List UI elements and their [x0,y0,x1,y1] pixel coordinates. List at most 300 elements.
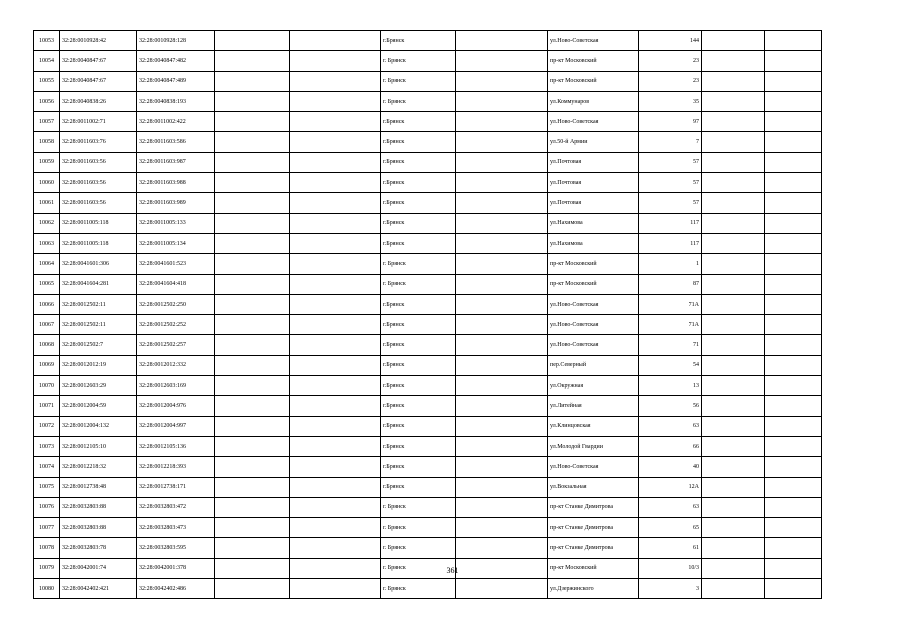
cadastral-parcel: 32:28:0011005:118 [60,213,137,233]
city: г.Брянск [381,376,456,396]
empty-cell [702,213,765,233]
house-number: 57 [639,193,702,213]
street: ул.Ново-Советская [548,457,639,477]
table-row [34,274,822,294]
cadastral-parcel: 32:28:0011603:56 [60,193,137,213]
house-number: 117 [639,233,702,253]
empty-cell [765,193,822,213]
empty-cell [702,457,765,477]
empty-cell [290,173,381,193]
empty-cell [456,51,548,71]
empty-cell [765,51,822,71]
table-row [34,31,822,51]
house-number: 10/3 [639,558,702,578]
record-id: 10075 [34,477,60,497]
empty-cell [765,376,822,396]
empty-cell [215,436,290,456]
empty-cell [456,152,548,172]
house-number: 23 [639,71,702,91]
house-number: 23 [639,51,702,71]
empty-cell [290,233,381,253]
empty-cell [215,579,290,599]
record-id: 10057 [34,112,60,132]
cadastral-parcel: 32:28:0041604:281 [60,274,137,294]
city: г.Брянск [381,436,456,456]
empty-cell [702,436,765,456]
street: ул.Ново-Советская [548,112,639,132]
cadastral-parcel: 32:28:0012738:48 [60,477,137,497]
empty-cell [215,213,290,233]
street: пр-кт Московский [548,274,639,294]
empty-cell [215,173,290,193]
empty-cell [765,579,822,599]
city: г. Брянск [381,558,456,578]
record-id: 10074 [34,457,60,477]
empty-cell [702,335,765,355]
empty-cell [215,396,290,416]
table-row [34,132,822,152]
empty-cell [702,51,765,71]
empty-cell [290,193,381,213]
record-id: 10070 [34,376,60,396]
city: г.Брянск [381,213,456,233]
empty-cell [702,294,765,314]
cadastral-object: 32:28:0042001:378 [137,558,215,578]
empty-cell [765,497,822,517]
house-number: 71 [639,335,702,355]
empty-cell [215,152,290,172]
empty-cell [290,376,381,396]
city: г.Брянск [381,193,456,213]
empty-cell [215,112,290,132]
empty-cell [765,112,822,132]
city: г.Брянск [381,355,456,375]
cadastral-object: 32:28:0041601:523 [137,254,215,274]
cadastral-object: 32:28:0042402:486 [137,579,215,599]
street: ул.Нахимова [548,233,639,253]
empty-cell [290,112,381,132]
record-id: 10080 [34,579,60,599]
empty-cell [456,335,548,355]
house-number: 71А [639,315,702,335]
empty-cell [702,274,765,294]
empty-cell [290,355,381,375]
cadastral-parcel: 32:28:0040847:67 [60,71,137,91]
table-row [34,396,822,416]
empty-cell [765,477,822,497]
cadastral-parcel: 32:28:0012218:32 [60,457,137,477]
city: г. Брянск [381,71,456,91]
empty-cell [765,294,822,314]
table-row [34,315,822,335]
record-id: 10069 [34,355,60,375]
house-number: 35 [639,91,702,111]
house-number: 65 [639,518,702,538]
empty-cell [215,91,290,111]
cadastral-object: 32:28:0012105:136 [137,436,215,456]
empty-cell [702,31,765,51]
cadastral-parcel: 32:28:0010928:42 [60,31,137,51]
city: г. Брянск [381,518,456,538]
street: ул.50-й Армии [548,132,639,152]
cadastral-object: 32:28:0011005:133 [137,213,215,233]
cadastral-parcel: 32:28:0011005:118 [60,233,137,253]
empty-cell [290,436,381,456]
street: ул.Ново-Советская [548,335,639,355]
record-id: 10071 [34,396,60,416]
cadastral-object: 32:28:0032803:595 [137,538,215,558]
house-number: 97 [639,112,702,132]
table-row [34,254,822,274]
cadastral-parcel: 32:28:0011603:76 [60,132,137,152]
city: г.Брянск [381,477,456,497]
empty-cell [290,71,381,91]
street: ул.Молодой Гвардии [548,436,639,456]
empty-cell [215,355,290,375]
empty-cell [765,355,822,375]
cadastral-object: 32:28:0012502:252 [137,315,215,335]
city: г. Брянск [381,497,456,517]
cadastral-object: 32:28:0010928:128 [137,31,215,51]
cadastral-parcel: 32:28:0032803:88 [60,518,137,538]
empty-cell [456,91,548,111]
city: г.Брянск [381,112,456,132]
record-id: 10065 [34,274,60,294]
empty-cell [765,173,822,193]
city: г. Брянск [381,51,456,71]
house-number: 40 [639,457,702,477]
empty-cell [702,112,765,132]
city: г.Брянск [381,233,456,253]
record-id: 10061 [34,193,60,213]
empty-cell [765,233,822,253]
empty-cell [456,173,548,193]
city: г.Брянск [381,132,456,152]
empty-cell [702,538,765,558]
empty-cell [290,213,381,233]
table-row [34,579,822,599]
house-number: 1 [639,254,702,274]
cadastral-parcel: 32:28:0012603:29 [60,376,137,396]
empty-cell [215,193,290,213]
cadastral-object: 32:28:0012502:257 [137,335,215,355]
table-row [34,233,822,253]
table-row [34,173,822,193]
empty-cell [765,457,822,477]
empty-cell [456,416,548,436]
empty-cell [456,477,548,497]
empty-cell [702,315,765,335]
empty-cell [215,31,290,51]
house-number: 57 [639,152,702,172]
empty-cell [290,315,381,335]
house-number: 66 [639,436,702,456]
city: г. Брянск [381,91,456,111]
city: г.Брянск [381,31,456,51]
empty-cell [290,294,381,314]
empty-cell [702,173,765,193]
city: г. Брянск [381,579,456,599]
empty-cell [215,518,290,538]
record-id: 10066 [34,294,60,314]
cadastral-object: 32:28:0011002:422 [137,112,215,132]
cadastral-parcel: 32:28:0032803:88 [60,497,137,517]
empty-cell [456,457,548,477]
record-id: 10060 [34,173,60,193]
table-row [34,457,822,477]
cadastral-parcel: 32:28:0012004:132 [60,416,137,436]
table-row [34,213,822,233]
cadastral-object: 32:28:0012502:250 [137,294,215,314]
empty-cell [702,152,765,172]
street: ул.Нахимова [548,213,639,233]
city: г.Брянск [381,152,456,172]
empty-cell [456,518,548,538]
empty-cell [215,538,290,558]
street: ул.Почтовая [548,193,639,213]
street: ул.Дзержинского [548,579,639,599]
cadastral-object: 32:28:0040847:489 [137,71,215,91]
empty-cell [215,497,290,517]
street: пр-кт Московский [548,558,639,578]
city: г.Брянск [381,396,456,416]
street: пр-кт Московский [548,71,639,91]
cadastral-object: 32:28:0032803:472 [137,497,215,517]
empty-cell [215,71,290,91]
empty-cell [456,71,548,91]
house-number: 144 [639,31,702,51]
table-row [34,376,822,396]
cadastral-parcel: 32:28:0012105:10 [60,436,137,456]
cadastral-parcel: 32:28:0041601:306 [60,254,137,274]
street: пер.Северный [548,355,639,375]
table-row [34,91,822,111]
empty-cell [702,497,765,517]
cadastral-object: 32:28:0041604:418 [137,274,215,294]
record-id: 10076 [34,497,60,517]
empty-cell [215,233,290,253]
city: г. Брянск [381,254,456,274]
street: ул.Коммунаров [548,91,639,111]
empty-cell [456,315,548,335]
empty-cell [290,31,381,51]
empty-cell [290,457,381,477]
cadastral-object: 32:28:0011005:134 [137,233,215,253]
cadastral-object: 32:28:0012012:332 [137,355,215,375]
cadastral-object: 32:28:0012218:393 [137,457,215,477]
empty-cell [290,335,381,355]
table-row [34,436,822,456]
cadastral-parcel: 32:28:0032803:78 [60,538,137,558]
empty-cell [290,518,381,538]
empty-cell [765,152,822,172]
street: пр-кт Станке Димитрова [548,497,639,517]
record-id: 10056 [34,91,60,111]
table-row [34,51,822,71]
table-row [34,152,822,172]
empty-cell [765,132,822,152]
cadastral-object: 32:28:0012004:997 [137,416,215,436]
empty-cell [456,254,548,274]
empty-cell [290,51,381,71]
empty-cell [456,436,548,456]
house-number: 7 [639,132,702,152]
page-number: 361 [446,566,459,575]
empty-cell [215,274,290,294]
empty-cell [765,71,822,91]
empty-cell [215,416,290,436]
empty-cell [765,335,822,355]
table-row [34,193,822,213]
empty-cell [215,51,290,71]
street: ул.Почтовая [548,173,639,193]
empty-cell [456,213,548,233]
cadastral-parcel: 32:28:0012004:59 [60,396,137,416]
empty-cell [456,193,548,213]
record-id: 10068 [34,335,60,355]
street: пр-кт Станке Димитрова [548,538,639,558]
empty-cell [456,274,548,294]
empty-cell [290,579,381,599]
empty-cell [702,355,765,375]
registry-sheet [33,30,822,599]
empty-cell [215,457,290,477]
record-id: 10055 [34,71,60,91]
table-row [34,294,822,314]
city: г. Брянск [381,274,456,294]
cadastral-object: 32:28:0012738:171 [137,477,215,497]
house-number: 57 [639,173,702,193]
empty-cell [702,518,765,538]
empty-cell [702,376,765,396]
cadastral-object: 32:28:0032803:473 [137,518,215,538]
record-id: 10064 [34,254,60,274]
record-id: 10053 [34,31,60,51]
street: пр-кт Московский [548,254,639,274]
street: ул.Окружная [548,376,639,396]
table-row [34,477,822,497]
city: г.Брянск [381,335,456,355]
empty-cell [456,112,548,132]
house-number: 54 [639,355,702,375]
cadastral-object: 32:28:0011603:586 [137,132,215,152]
cadastral-parcel: 32:28:0012502:11 [60,315,137,335]
empty-cell [765,254,822,274]
record-id: 10073 [34,436,60,456]
empty-cell [765,213,822,233]
city: г.Брянск [381,416,456,436]
cadastral-parcel: 32:28:0011603:56 [60,152,137,172]
empty-cell [215,376,290,396]
table-row [34,112,822,132]
cadastral-parcel: 32:28:0040838:26 [60,91,137,111]
empty-cell [702,193,765,213]
record-id: 10067 [34,315,60,335]
cadastral-parcel: 32:28:0011002:71 [60,112,137,132]
empty-cell [290,477,381,497]
house-number: 87 [639,274,702,294]
cadastral-object: 32:28:0011603:987 [137,152,215,172]
empty-cell [456,579,548,599]
record-id: 10054 [34,51,60,71]
cadastral-parcel: 32:28:0011603:56 [60,173,137,193]
house-number: 71А [639,294,702,314]
street: пр-кт Станке Димитрова [548,518,639,538]
empty-cell [702,396,765,416]
empty-cell [765,396,822,416]
empty-cell [215,132,290,152]
city: г.Брянск [381,315,456,335]
table-row [34,355,822,375]
cadastral-parcel: 32:28:0042402:421 [60,579,137,599]
cadastral-object: 32:28:0011603:989 [137,193,215,213]
empty-cell [765,416,822,436]
table-row [34,518,822,538]
record-id: 10079 [34,558,60,578]
empty-cell [456,132,548,152]
empty-cell [765,274,822,294]
empty-cell [215,335,290,355]
table-row [34,497,822,517]
city: г.Брянск [381,173,456,193]
empty-cell [215,315,290,335]
empty-cell [290,538,381,558]
empty-cell [290,416,381,436]
empty-cell [702,254,765,274]
empty-cell [290,132,381,152]
empty-cell [765,31,822,51]
empty-cell [765,91,822,111]
empty-cell [702,91,765,111]
empty-cell [456,294,548,314]
street: ул.Ново-Советская [548,315,639,335]
table-row [34,538,822,558]
cadastral-object: 32:28:0012603:169 [137,376,215,396]
empty-cell [290,497,381,517]
cadastral-parcel: 32:28:0040847:67 [60,51,137,71]
record-id: 10072 [34,416,60,436]
house-number: 13 [639,376,702,396]
empty-cell [702,233,765,253]
record-id: 10059 [34,152,60,172]
cadastral-object: 32:28:0040838:193 [137,91,215,111]
empty-cell [765,315,822,335]
empty-cell [456,31,548,51]
table-row [34,335,822,355]
street: ул.Клинцовская [548,416,639,436]
empty-cell [702,579,765,599]
empty-cell [456,538,548,558]
empty-cell [290,396,381,416]
empty-cell [290,152,381,172]
empty-cell [215,477,290,497]
street: пр-кт Московский [548,51,639,71]
street: ул.Ново-Советская [548,31,639,51]
empty-cell [702,477,765,497]
empty-cell [290,274,381,294]
empty-cell [456,396,548,416]
record-id: 10058 [34,132,60,152]
city: г.Брянск [381,294,456,314]
empty-cell [702,416,765,436]
empty-cell [290,91,381,111]
empty-cell [702,132,765,152]
empty-cell [290,254,381,274]
house-number: 117 [639,213,702,233]
empty-cell [702,71,765,91]
street: ул.Литейная [548,396,639,416]
house-number: 56 [639,396,702,416]
